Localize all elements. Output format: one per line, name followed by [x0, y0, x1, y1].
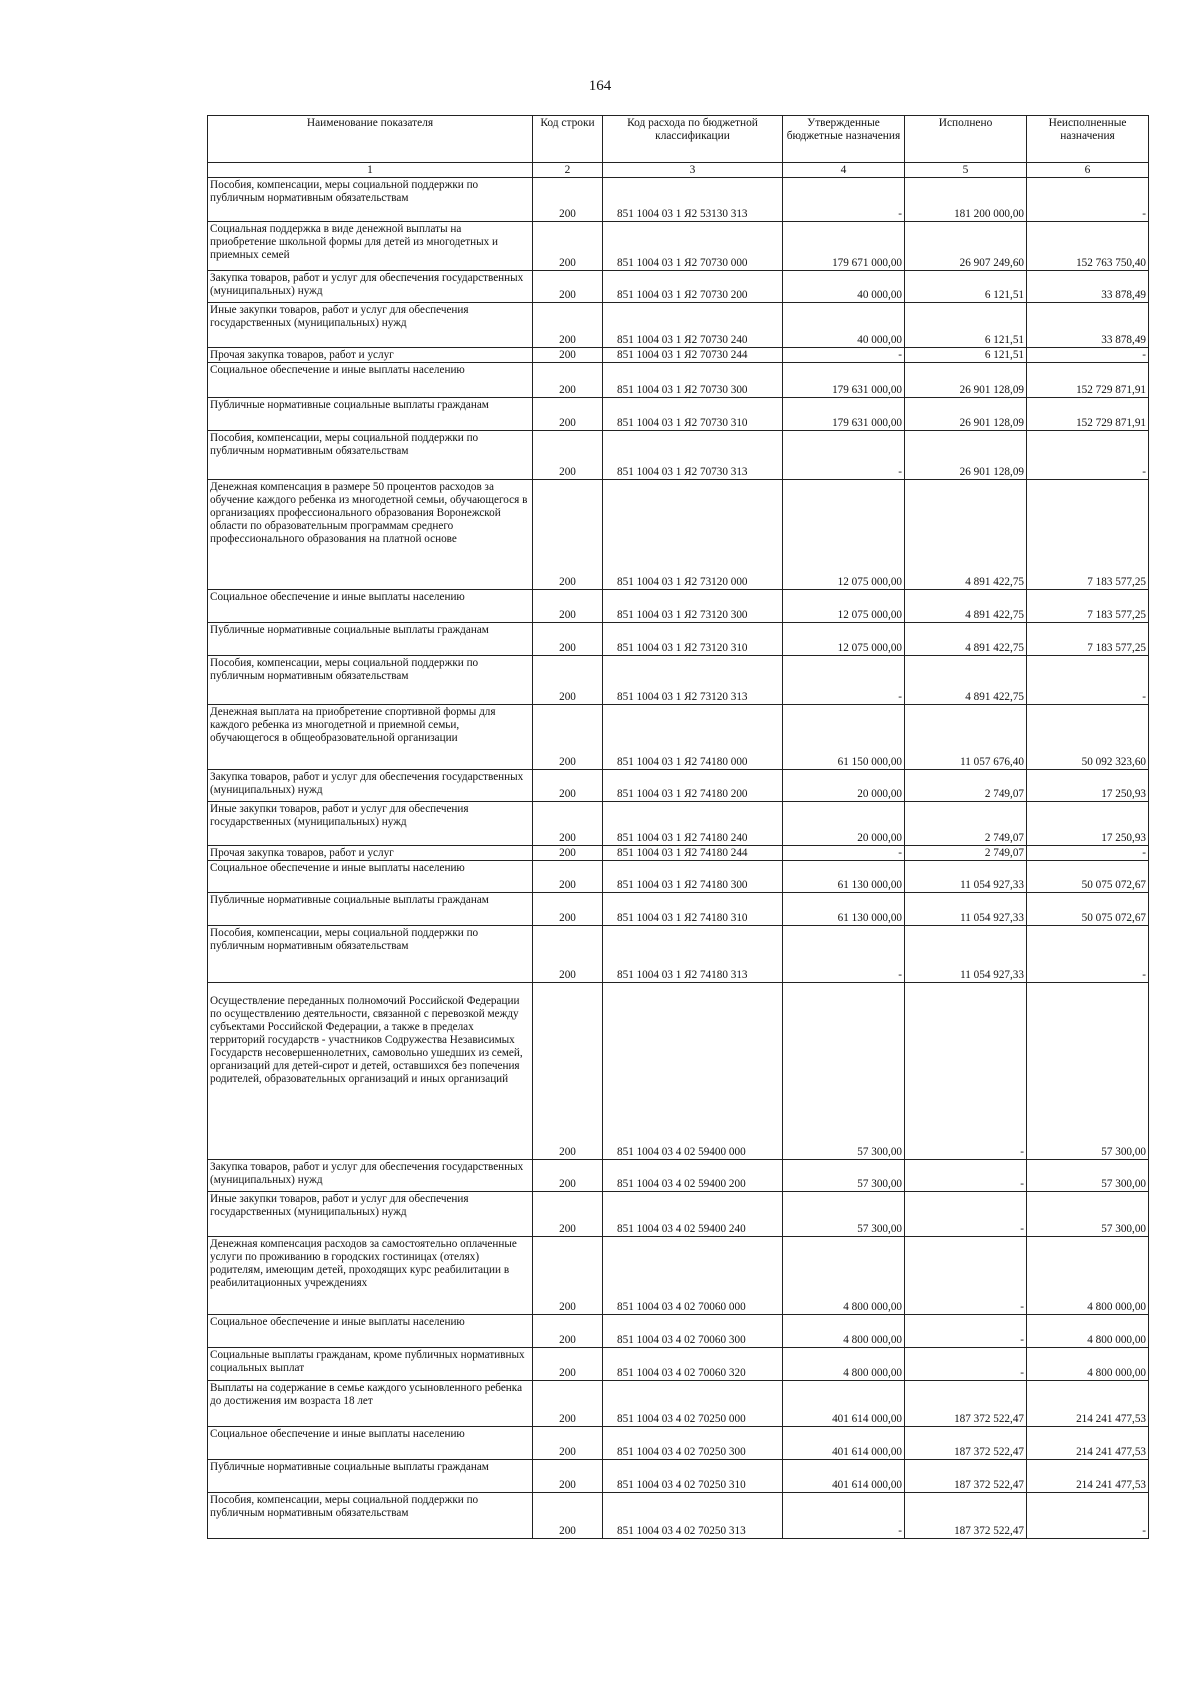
- classification-code: 851 1004 03 4 02 70250 313: [603, 1493, 783, 1539]
- indicator-name: Иные закупки товаров, работ и услуг для обеспечения государственных (муниципальных) нужд: [208, 1192, 533, 1237]
- unexecuted-amount: -: [1027, 348, 1149, 363]
- row-code: 200: [533, 1381, 603, 1427]
- unexecuted-amount: -: [1027, 846, 1149, 861]
- approved-amount: 20 000,00: [783, 802, 905, 846]
- approved-amount: -: [783, 846, 905, 861]
- header-row: [208, 116, 1149, 163]
- table-row: [208, 431, 1149, 480]
- unexecuted-amount: 214 241 477,53: [1027, 1427, 1149, 1460]
- unexecuted-amount: -: [1027, 1493, 1149, 1539]
- executed-amount: 181 200 000,00: [905, 178, 1027, 222]
- table-row: [208, 590, 1149, 623]
- indicator-name: Социальное обеспечение и иные выплаты населению: [208, 1315, 533, 1348]
- unexecuted-amount: 7 183 577,25: [1027, 480, 1149, 590]
- classification-code: 851 1004 03 1 Я2 74180 313: [603, 926, 783, 983]
- executed-amount: 26 901 128,09: [905, 398, 1027, 431]
- table-row: [208, 656, 1149, 705]
- column-number: 4: [783, 163, 905, 178]
- table-row: [208, 1381, 1149, 1427]
- indicator-name: Публичные нормативные социальные выплаты гражданам: [208, 1460, 533, 1493]
- classification-code: 851 1004 03 1 Я2 70730 310: [603, 398, 783, 431]
- unexecuted-amount: 152 729 871,91: [1027, 363, 1149, 398]
- approved-amount: 57 300,00: [783, 1192, 905, 1237]
- indicator-name: Иные закупки товаров, работ и услуг для обеспечения государственных (муниципальных) нужд: [208, 303, 533, 348]
- column-number: 1: [208, 163, 533, 178]
- table-row: [208, 363, 1149, 398]
- unexecuted-amount: 50 092 323,60: [1027, 705, 1149, 770]
- approved-amount: 61 130 000,00: [783, 861, 905, 893]
- approved-amount: 57 300,00: [783, 1160, 905, 1192]
- classification-code: 851 1004 03 1 Я2 70730 200: [603, 271, 783, 303]
- row-code: 200: [533, 1315, 603, 1348]
- executed-amount: 11 054 927,33: [905, 926, 1027, 983]
- indicator-name: Пособия, компенсации, меры социальной поддержки по публичным нормативным обязательствам: [208, 1493, 533, 1539]
- classification-code: 851 1004 03 1 Я2 74180 244: [603, 846, 783, 861]
- executed-amount: -: [905, 1315, 1027, 1348]
- classification-code: 851 1004 03 4 02 70060 000: [603, 1237, 783, 1315]
- table-row: [208, 398, 1149, 431]
- classification-code: 851 1004 03 1 Я2 73120 310: [603, 623, 783, 656]
- executed-amount: 11 054 927,33: [905, 893, 1027, 926]
- approved-amount: 61 130 000,00: [783, 893, 905, 926]
- unexecuted-amount: 152 729 871,91: [1027, 398, 1149, 431]
- executed-amount: 26 901 128,09: [905, 431, 1027, 480]
- executed-amount: 4 891 422,75: [905, 590, 1027, 623]
- indicator-name: Прочая закупка товаров, работ и услуг: [208, 348, 533, 363]
- table-row: [208, 348, 1149, 363]
- classification-code: 851 1004 03 4 02 59400 200: [603, 1160, 783, 1192]
- classification-code: 851 1004 03 4 02 70250 310: [603, 1460, 783, 1493]
- indicator-name: Публичные нормативные социальные выплаты гражданам: [208, 623, 533, 656]
- classification-code: 851 1004 03 1 Я2 73120 000: [603, 480, 783, 590]
- approved-amount: -: [783, 926, 905, 983]
- classification-code: 851 1004 03 1 Я2 73120 300: [603, 590, 783, 623]
- executed-amount: 4 891 422,75: [905, 480, 1027, 590]
- table-row: [208, 271, 1149, 303]
- row-code: 200: [533, 1348, 603, 1381]
- approved-amount: -: [783, 1493, 905, 1539]
- classification-code: 851 1004 03 1 Я2 70730 244: [603, 348, 783, 363]
- table-row: [208, 861, 1149, 893]
- approved-amount: 12 075 000,00: [783, 623, 905, 656]
- table-row: [208, 802, 1149, 846]
- header-unexecuted: Неисполненные назначения: [1027, 116, 1149, 163]
- unexecuted-amount: 50 075 072,67: [1027, 893, 1149, 926]
- approved-amount: 12 075 000,00: [783, 590, 905, 623]
- indicator-name: Выплаты на содержание в семье каждого усыновленного ребенка до достижения им возраста 18 лет: [208, 1381, 533, 1427]
- indicator-name: Пособия, компенсации, меры социальной поддержки по публичным нормативным обязательствам: [208, 431, 533, 480]
- classification-code: 851 1004 03 4 02 70060 320: [603, 1348, 783, 1381]
- approved-amount: 40 000,00: [783, 271, 905, 303]
- unexecuted-amount: 214 241 477,53: [1027, 1460, 1149, 1493]
- executed-amount: 11 054 927,33: [905, 861, 1027, 893]
- table-row: [208, 1460, 1149, 1493]
- unexecuted-amount: 33 878,49: [1027, 271, 1149, 303]
- unexecuted-amount: 7 183 577,25: [1027, 623, 1149, 656]
- row-code: 200: [533, 590, 603, 623]
- executed-amount: 2 749,07: [905, 846, 1027, 861]
- row-code: 200: [533, 1237, 603, 1315]
- unexecuted-amount: 4 800 000,00: [1027, 1237, 1149, 1315]
- approved-amount: -: [783, 348, 905, 363]
- row-code: 200: [533, 222, 603, 271]
- indicator-name: Социальное обеспечение и иные выплаты населению: [208, 1427, 533, 1460]
- table-row: [208, 480, 1149, 590]
- indicator-name: Социальное обеспечение и иные выплаты населению: [208, 363, 533, 398]
- row-code: 200: [533, 926, 603, 983]
- page-number: 164: [588, 78, 612, 94]
- approved-amount: -: [783, 431, 905, 480]
- row-code: 200: [533, 1192, 603, 1237]
- classification-code: 851 1004 03 1 Я2 70730 300: [603, 363, 783, 398]
- row-code: 200: [533, 480, 603, 590]
- row-code: 200: [533, 363, 603, 398]
- row-code: 200: [533, 623, 603, 656]
- indicator-name: Прочая закупка товаров, работ и услуг: [208, 846, 533, 861]
- unexecuted-amount: 214 241 477,53: [1027, 1381, 1149, 1427]
- unexecuted-amount: 4 800 000,00: [1027, 1348, 1149, 1381]
- header-class-code: Код расхода по бюджетной классификации: [603, 116, 783, 163]
- unexecuted-amount: 17 250,93: [1027, 770, 1149, 802]
- table-row: [208, 303, 1149, 348]
- table-row: [208, 1192, 1149, 1237]
- indicator-name: Денежная компенсация расходов за самостоятельно оплаченные услуги по проживанию в городских гостиницах (отелях) родителям, имеющим детей, проходящих курс реабилитации в реабилитационных учреждениях: [208, 1237, 533, 1315]
- classification-code: 851 1004 03 1 Я2 73120 313: [603, 656, 783, 705]
- classification-code: 851 1004 03 1 Я2 74180 240: [603, 802, 783, 846]
- classification-code: 851 1004 03 1 Я2 53130 313: [603, 178, 783, 222]
- executed-amount: 187 372 522,47: [905, 1427, 1027, 1460]
- classification-code: 851 1004 03 1 Я2 74180 200: [603, 770, 783, 802]
- table-row: [208, 926, 1149, 983]
- row-code: 200: [533, 303, 603, 348]
- executed-amount: 6 121,51: [905, 348, 1027, 363]
- row-code: 200: [533, 1493, 603, 1539]
- approved-amount: 61 150 000,00: [783, 705, 905, 770]
- indicator-name: Закупка товаров, работ и услуг для обеспечения государственных (муниципальных) нужд: [208, 1160, 533, 1192]
- row-code: 200: [533, 348, 603, 363]
- row-code: 200: [533, 983, 603, 1160]
- executed-amount: 187 372 522,47: [905, 1381, 1027, 1427]
- executed-amount: 4 891 422,75: [905, 623, 1027, 656]
- table-row: [208, 1348, 1149, 1381]
- table-row: [208, 1315, 1149, 1348]
- row-code: 200: [533, 178, 603, 222]
- table-row: [208, 983, 1149, 1160]
- column-number: 2: [533, 163, 603, 178]
- approved-amount: 4 800 000,00: [783, 1315, 905, 1348]
- table-row: [208, 222, 1149, 271]
- executed-amount: 11 057 676,40: [905, 705, 1027, 770]
- row-code: 200: [533, 1427, 603, 1460]
- executed-amount: 2 749,07: [905, 770, 1027, 802]
- header-row-code: Код строки: [533, 116, 603, 163]
- unexecuted-amount: 57 300,00: [1027, 1192, 1149, 1237]
- table-row: [208, 1160, 1149, 1192]
- table-row: [208, 1427, 1149, 1460]
- unexecuted-amount: 7 183 577,25: [1027, 590, 1149, 623]
- classification-code: 851 1004 03 1 Я2 70730 240: [603, 303, 783, 348]
- indicator-name: Денежная компенсация в размере 50 процентов расходов за обучение каждого ребенка из многодетной семьи, обучающегося в организациях профессионального образования Воронежской области по образовательным программам среднего профессионального образования на платной основе: [208, 480, 533, 590]
- row-code: 200: [533, 1160, 603, 1192]
- row-code: 200: [533, 893, 603, 926]
- approved-amount: -: [783, 178, 905, 222]
- classification-code: 851 1004 03 4 02 70250 300: [603, 1427, 783, 1460]
- indicator-name: Публичные нормативные социальные выплаты гражданам: [208, 893, 533, 926]
- header-executed: Исполнено: [905, 116, 1027, 163]
- unexecuted-amount: -: [1027, 656, 1149, 705]
- executed-amount: -: [905, 1237, 1027, 1315]
- classification-code: 851 1004 03 1 Я2 70730 000: [603, 222, 783, 271]
- executed-amount: 4 891 422,75: [905, 656, 1027, 705]
- column-number: 5: [905, 163, 1027, 178]
- row-code: 200: [533, 1460, 603, 1493]
- row-code: 200: [533, 705, 603, 770]
- indicator-name: Денежная выплата на приобретение спортивной формы для каждого ребенка из многодетной и приемной семьи, обучающегося в общеобразовательной организации: [208, 705, 533, 770]
- indicator-name: Закупка товаров, работ и услуг для обеспечения государственных (муниципальных) нужд: [208, 770, 533, 802]
- classification-code: 851 1004 03 1 Я2 70730 313: [603, 431, 783, 480]
- unexecuted-amount: 33 878,49: [1027, 303, 1149, 348]
- row-code: 200: [533, 271, 603, 303]
- unexecuted-amount: -: [1027, 431, 1149, 480]
- approved-amount: 401 614 000,00: [783, 1427, 905, 1460]
- classification-code: 851 1004 03 4 02 59400 240: [603, 1192, 783, 1237]
- approved-amount: 179 631 000,00: [783, 398, 905, 431]
- unexecuted-amount: 57 300,00: [1027, 1160, 1149, 1192]
- indicator-name: Пособия, компенсации, меры социальной поддержки по публичным нормативным обязательствам: [208, 178, 533, 222]
- row-code: 200: [533, 861, 603, 893]
- executed-amount: -: [905, 1160, 1027, 1192]
- approved-amount: 4 800 000,00: [783, 1237, 905, 1315]
- indicator-name: Социальное обеспечение и иные выплаты населению: [208, 590, 533, 623]
- executed-amount: -: [905, 1348, 1027, 1381]
- indicator-name: Публичные нормативные социальные выплаты гражданам: [208, 398, 533, 431]
- approved-amount: 401 614 000,00: [783, 1460, 905, 1493]
- unexecuted-amount: -: [1027, 178, 1149, 222]
- approved-amount: 57 300,00: [783, 983, 905, 1160]
- approved-amount: 401 614 000,00: [783, 1381, 905, 1427]
- table-row: [208, 1493, 1149, 1539]
- column-number: 3: [603, 163, 783, 178]
- unexecuted-amount: 152 763 750,40: [1027, 222, 1149, 271]
- table-row: [208, 178, 1149, 222]
- executed-amount: -: [905, 1192, 1027, 1237]
- executed-amount: 26 901 128,09: [905, 363, 1027, 398]
- unexecuted-amount: 17 250,93: [1027, 802, 1149, 846]
- table-row: [208, 623, 1149, 656]
- table-row: [208, 893, 1149, 926]
- executed-amount: 6 121,51: [905, 271, 1027, 303]
- approved-amount: -: [783, 656, 905, 705]
- row-code: 200: [533, 656, 603, 705]
- approved-amount: 12 075 000,00: [783, 480, 905, 590]
- executed-amount: 187 372 522,47: [905, 1493, 1027, 1539]
- approved-amount: 4 800 000,00: [783, 1348, 905, 1381]
- classification-code: 851 1004 03 4 02 59400 000: [603, 983, 783, 1160]
- table-row: [208, 705, 1149, 770]
- executed-amount: -: [905, 983, 1027, 1160]
- executed-amount: 26 907 249,60: [905, 222, 1027, 271]
- column-number-row: [208, 163, 1149, 178]
- approved-amount: 40 000,00: [783, 303, 905, 348]
- budget-table: [207, 115, 1149, 1539]
- indicator-name: Социальные выплаты гражданам, кроме публичных нормативных социальных выплат: [208, 1348, 533, 1381]
- indicator-name: Закупка товаров, работ и услуг для обеспечения государственных (муниципальных) нужд: [208, 271, 533, 303]
- row-code: 200: [533, 431, 603, 480]
- approved-amount: 20 000,00: [783, 770, 905, 802]
- row-code: 200: [533, 770, 603, 802]
- approved-amount: 179 671 000,00: [783, 222, 905, 271]
- indicator-name: Пособия, компенсации, меры социальной поддержки по публичным нормативным обязательствам: [208, 926, 533, 983]
- classification-code: 851 1004 03 4 02 70060 300: [603, 1315, 783, 1348]
- unexecuted-amount: 57 300,00: [1027, 983, 1149, 1160]
- unexecuted-amount: -: [1027, 926, 1149, 983]
- classification-code: 851 1004 03 1 Я2 74180 310: [603, 893, 783, 926]
- classification-code: 851 1004 03 4 02 70250 000: [603, 1381, 783, 1427]
- header-name: Наименование показателя: [208, 116, 533, 163]
- table-row: [208, 1237, 1149, 1315]
- table-row: [208, 770, 1149, 802]
- classification-code: 851 1004 03 1 Я2 74180 000: [603, 705, 783, 770]
- classification-code: 851 1004 03 1 Я2 74180 300: [603, 861, 783, 893]
- row-code: 200: [533, 846, 603, 861]
- table-row: [208, 846, 1149, 861]
- indicator-name: Социальное обеспечение и иные выплаты населению: [208, 861, 533, 893]
- executed-amount: 187 372 522,47: [905, 1460, 1027, 1493]
- row-code: 200: [533, 802, 603, 846]
- indicator-name: Пособия, компенсации, меры социальной поддержки по публичным нормативным обязательствам: [208, 656, 533, 705]
- executed-amount: 2 749,07: [905, 802, 1027, 846]
- indicator-name: Социальная поддержка в виде денежной выплаты на приобретение школьной формы для детей из многодетных и приемных семей: [208, 222, 533, 271]
- indicator-name: Осуществление переданных полномочий Российской Федерации по осуществлению деятельности, связанной с перевозкой между субъектами Российской Федерации, а также в пределах территорий государств - участников Содружества Независимых Государств несовершеннолетних, самовольно ушедших из семей, организаций для детей-сирот и детей, оставшихся без попечения родителей, образовательных организаций и иных организаций: [208, 983, 533, 1160]
- indicator-name: Иные закупки товаров, работ и услуг для обеспечения государственных (муниципальных) нужд: [208, 802, 533, 846]
- unexecuted-amount: 4 800 000,00: [1027, 1315, 1149, 1348]
- header-approved: Утвержденные бюджетные назначения: [783, 116, 905, 163]
- unexecuted-amount: 50 075 072,67: [1027, 861, 1149, 893]
- row-code: 200: [533, 398, 603, 431]
- approved-amount: 179 631 000,00: [783, 363, 905, 398]
- executed-amount: 6 121,51: [905, 303, 1027, 348]
- column-number: 6: [1027, 163, 1149, 178]
